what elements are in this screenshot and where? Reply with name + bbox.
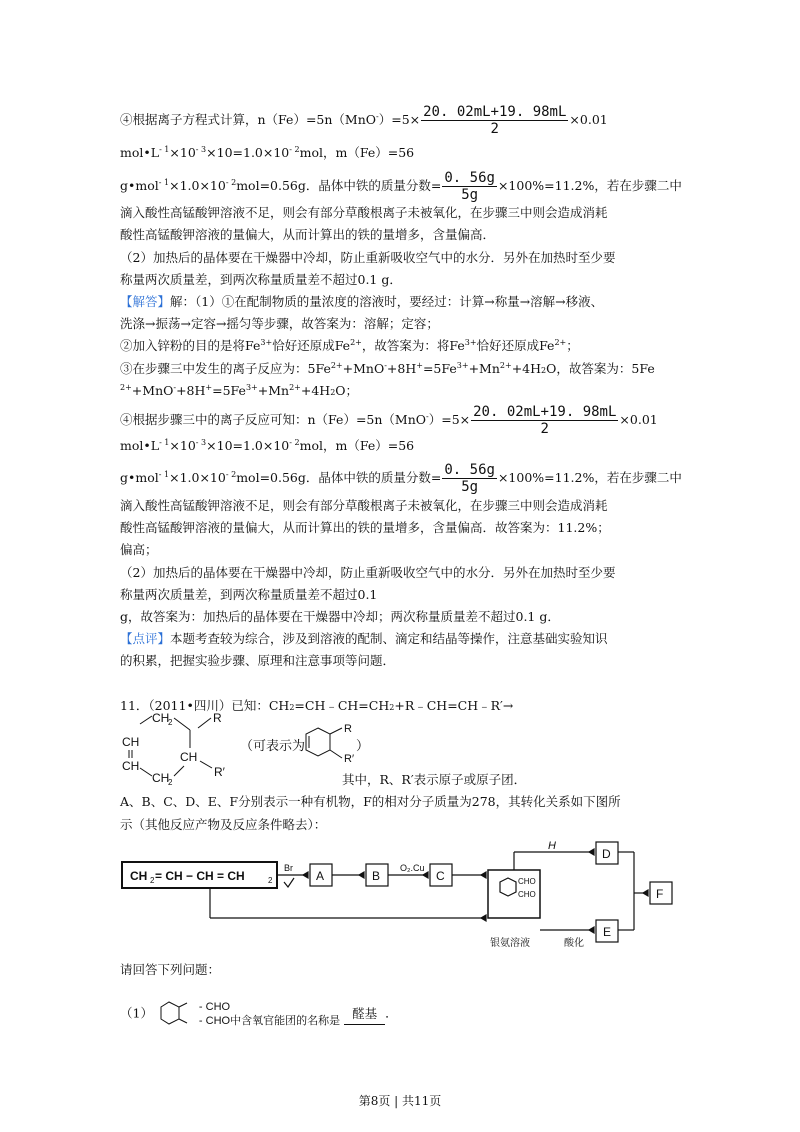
- sub-question-1: [120, 998, 398, 1030]
- superscript: 3+: [245, 383, 258, 392]
- text: ×1.0×10: [169, 178, 226, 193]
- hexagon-icon: [306, 728, 342, 758]
- text-line: [120, 629, 608, 649]
- text: ；: [566, 338, 579, 353]
- text-line: 请回答下列问题：: [120, 962, 221, 977]
- cho-top: - CHO: [198, 1001, 231, 1013]
- page-footer: 第8页 | 共11页: [358, 1094, 442, 1108]
- cho-bottom-text: - CHO中含氧官能团的名称是: [198, 1015, 341, 1027]
- fraction-numerator: 20. 02mL+19. 98mL: [423, 104, 567, 120]
- cyclohexene-structure: [118, 706, 378, 786]
- superscript: 2+: [120, 383, 132, 392]
- fraction-numerator: 0. 56g: [444, 170, 495, 186]
- text-line: [120, 436, 414, 458]
- text-line: A、B、C、D、E、F分别表示一种有机物，F的相对分子质量为278，其转化关系如下图所: [120, 794, 621, 809]
- text: ×1.0×10: [169, 470, 226, 485]
- text-line: 滴入酸性高锰酸钾溶液不足，则会有部分草酸根离子未被氧化，在步骤三中则会造成消耗: [120, 498, 608, 513]
- node-e: E: [603, 925, 612, 939]
- superscript: - 2: [225, 470, 237, 479]
- can-be-close: ）: [356, 738, 370, 753]
- text-line: 称量两次质量差，到两次称量质量差不超过0.1: [120, 587, 378, 602]
- text-line: 称量两次质量差，到两次称量质量差不超过0.1 g．: [120, 272, 402, 287]
- superscript: 2+: [330, 361, 343, 370]
- superscript: - 2: [225, 178, 237, 187]
- fraction-denominator: 5g: [461, 479, 479, 495]
- text: +Mn: [468, 361, 500, 376]
- flow-start-label: CH: [130, 869, 148, 883]
- text: ×100%=11.2%，若在步骤二中: [497, 470, 682, 485]
- reaction-flow-diagram: [118, 838, 698, 948]
- superscript: -: [173, 383, 177, 392]
- can-be-shown-as: （可表示为: [240, 738, 306, 753]
- fraction-numerator: 20. 02mL+19. 98mL: [473, 404, 617, 420]
- text-line: [120, 381, 358, 403]
- text-line: 洗涤→振荡→定容→摇匀等步骤，故答案为：溶解；定容；: [120, 316, 439, 331]
- subscript: 2: [330, 388, 336, 397]
- text-line: [120, 462, 682, 495]
- ring-r: R: [213, 711, 222, 725]
- subscript: 2: [168, 718, 173, 727]
- superscript: - 1: [158, 470, 170, 479]
- text: 恰好还原成Fe: [272, 338, 351, 353]
- text-line: （2）加热后的晶体要在干燥器中冷却，防止重新吸收空气中的水分．另外在加热时至少要: [120, 250, 616, 265]
- superscript: - 1: [158, 178, 170, 187]
- superscript: 3+: [464, 338, 477, 347]
- text-line: 酸性高锰酸钾溶液的量偏大，从而计算出的铁的量增多，含量偏高．: [120, 227, 496, 242]
- text: ）=5×: [428, 412, 471, 427]
- answer-tag: 【解答】: [120, 294, 171, 309]
- text: mol=0.56g．晶体中铁的质量分数=: [236, 470, 442, 485]
- superscript: 2+: [499, 361, 512, 370]
- text: =5Fe: [212, 383, 246, 398]
- text: ④根据离子方程式计算，n（Fe）=5n（MnO: [120, 112, 377, 127]
- text: =CH﹣CH=CH: [294, 698, 390, 713]
- superscript: -: [376, 112, 379, 121]
- text: g•mol: [120, 178, 159, 193]
- text: ×0.01: [619, 412, 658, 427]
- superscript: +: [416, 361, 423, 370]
- text-line: g，故答案为：加热后的晶体要在干燥器中冷却；两次称量质量差不超过0.1 g．: [120, 609, 560, 624]
- flow-start-label-b: = CH − CH = CH: [155, 869, 245, 883]
- text-line: [120, 143, 414, 165]
- ring-ch2-top: CH: [152, 711, 170, 725]
- fraction: [442, 170, 497, 203]
- superscript: - 1: [159, 145, 170, 154]
- text: mol，m（Fe）=56: [299, 438, 415, 453]
- text: +4H: [511, 361, 542, 376]
- text: +8H: [386, 361, 417, 376]
- text: ×10: [169, 145, 196, 160]
- text-line: 示（其他反应产物及反应条件略去）：: [120, 817, 327, 832]
- subscript: 2: [541, 366, 547, 375]
- text: 本题考查较为综合，涉及到溶液的配制、滴定和结晶等操作，注意基础实验知识: [170, 631, 608, 646]
- text: =5Fe: [422, 361, 457, 376]
- superscript: - 1: [159, 438, 170, 447]
- superscript: 2+: [350, 338, 362, 347]
- text: ×10=1.0×10: [206, 438, 290, 453]
- text: mol，m（Fe）=56: [299, 145, 415, 160]
- br2-reagent: Br: [284, 863, 293, 873]
- ring-ch2-bottom: CH: [152, 771, 170, 785]
- text: 解：（1）①在配制物质的量浓度的溶液时，要经过：计算→称量→溶解→移液、: [170, 294, 604, 309]
- text-line: 酸性高锰酸钾溶液的量偏大，从而计算出的铁的量增多，含量偏高．故答案为：11.2%；: [120, 520, 610, 535]
- text: ×10: [169, 438, 196, 453]
- superscript: - 2: [289, 145, 300, 154]
- text: 恰好还原成Fe: [476, 338, 555, 353]
- text: ×10=1.0×10: [206, 145, 290, 160]
- node-f: F: [656, 887, 664, 901]
- text: +8H: [176, 383, 206, 398]
- subscript: 2: [268, 876, 273, 885]
- text: mol•L: [120, 145, 160, 160]
- superscript: -: [384, 361, 387, 370]
- superscript: - 3: [195, 438, 207, 447]
- subscript: 2: [389, 703, 395, 712]
- answer-blank: 醛基: [344, 1004, 385, 1025]
- superscript: - 2: [289, 438, 300, 447]
- text-line: （2）加热后的晶体要在干燥器中冷却，防止重新吸收空气中的水分．另外在加热时至少要: [120, 565, 616, 580]
- text: ②加入锌粉的目的是将Fe: [120, 338, 261, 353]
- text-line: [120, 292, 603, 312]
- subscript: 2: [289, 703, 295, 712]
- text: +MnO: [342, 361, 385, 376]
- superscript: -: [426, 412, 429, 421]
- fraction-numerator: 0. 56g: [444, 462, 495, 478]
- text-line: [120, 359, 655, 381]
- text: ×0.01: [569, 112, 608, 127]
- silver-ammonia-label: 银氨溶液: [490, 938, 530, 948]
- short-r: R: [344, 723, 352, 735]
- text: g•mol: [120, 470, 159, 485]
- text: ×100%=11.2%，若在步骤二中: [497, 178, 682, 193]
- superscript: 2+: [289, 383, 301, 392]
- fraction: [471, 404, 618, 437]
- fraction: [442, 462, 497, 495]
- text-line: [120, 104, 608, 137]
- cho-label-1: CHO: [518, 877, 536, 886]
- superscript: 3+: [456, 361, 469, 370]
- node-c: C: [436, 869, 445, 883]
- text: ③在步骤三中发生的离子反应为：5Fe: [120, 361, 331, 376]
- acidify-label: 酸化: [564, 938, 584, 948]
- fraction-denominator: 2: [490, 121, 499, 137]
- text-line: 偏高；: [120, 542, 158, 557]
- superscript: 3+: [260, 338, 273, 347]
- text: 11．（2011•四川）已知：CH: [120, 698, 290, 713]
- o2-cu-reagent: O₂.Cu: [400, 863, 425, 873]
- text-line: [120, 404, 658, 437]
- text-line: [120, 336, 579, 358]
- text-line: [120, 170, 682, 203]
- node-a: A: [316, 869, 325, 883]
- text: ④根据步骤三中的离子反应可知：n（Fe）=5n（MnO: [120, 412, 427, 427]
- ring-ch-left2: CH: [122, 759, 140, 773]
- text: （1）: [120, 1005, 153, 1021]
- subscript: 2: [150, 876, 155, 885]
- subscript: 2: [168, 778, 173, 786]
- superscript: - 3: [195, 145, 207, 154]
- dialdehyde-icon: [159, 998, 193, 1030]
- fraction: [421, 104, 568, 137]
- text: +4H: [300, 383, 331, 398]
- h-reagent: H: [548, 840, 556, 852]
- fraction-denominator: 2: [540, 421, 549, 437]
- cho-label-2: CHO: [518, 890, 536, 899]
- text: +MnO: [131, 383, 174, 398]
- text: ）=5×: [378, 112, 421, 127]
- text-line: 其中，R、R′表示原子或原子团．: [342, 772, 527, 787]
- text-line: 滴入酸性高锰酸钾溶液不足，则会有部分草酸根离子未被氧化，在步骤三中则会造成消耗: [120, 205, 608, 220]
- text: +Mn: [257, 383, 290, 398]
- ring-rp: R′: [214, 765, 225, 779]
- text: ，故答案为：将Fe: [361, 338, 465, 353]
- superscript: +: [205, 383, 213, 392]
- ring-ch-left1: CH: [122, 735, 140, 749]
- superscript: 2+: [554, 338, 567, 347]
- text: O，故答案为：5Fe: [546, 361, 655, 376]
- comment-tag: 【点评】: [120, 631, 171, 646]
- text: ．: [385, 1005, 398, 1021]
- node-b: B: [372, 869, 381, 883]
- text: O；: [335, 383, 359, 398]
- text: +R﹣CH=CH﹣R′→: [394, 698, 514, 713]
- text-line: 的积累，把握实验步骤、原理和注意事项等问题．: [120, 653, 396, 668]
- short-rp: R′: [344, 753, 355, 765]
- fraction-denominator: 5g: [461, 187, 479, 203]
- text: mol•L: [120, 438, 160, 453]
- node-d: D: [602, 847, 611, 861]
- ring-ch-right: CH: [180, 750, 198, 764]
- text: mol=0.56g．晶体中铁的质量分数=: [236, 178, 442, 193]
